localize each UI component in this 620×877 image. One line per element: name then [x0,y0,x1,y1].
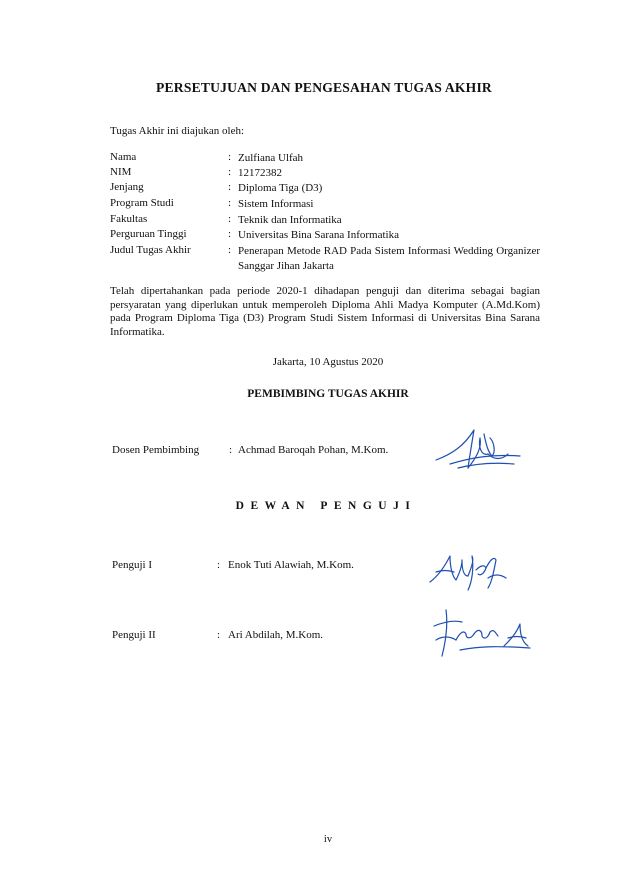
field-colon: : [228,197,232,209]
field-colon: : [228,151,232,163]
approval-paragraph: Telah dipertahankan pada periode 2020-1 dihadapan penguji dan diterima sebagai bagian persyaratan yang diperlukan untuk memperoleh Diploma Ahli Madya Komputer (A.Md.Kom) pada Program Diploma Tiga (D3) Program Studi Sistem Informasi di Universitas Bina Sarana Informatika. [110,285,540,338]
advisor-name: Achmad Baroqah Pohan, M.Kom. [238,444,389,456]
field-label: Judul Tugas Akhir [110,244,191,256]
examiners-heading: DEWAN PENGUJI [235,500,417,512]
field-colon: : [228,228,232,240]
date-line: Jakarta, 10 Agustus 2020 [272,356,384,368]
field-colon: : [228,244,232,256]
field-value: 12172382 [238,167,282,179]
field-colon: : [228,181,232,193]
page-number: iv [323,834,333,845]
examiner-label: Penguji II [112,629,156,641]
field-value: Penerapan Metode RAD Pada Sistem Informasi Wedding Organizer Sanggar Jihan Jakarta [238,245,540,272]
advisor-signature [430,424,526,474]
field-colon: : [228,166,232,178]
examiner-colon: : [217,559,221,571]
field-label: NIM [110,166,132,178]
field-label: Nama [110,151,137,163]
field-value: Diploma Tiga (D3) [238,182,323,194]
examiner-name: Ari Abdilah, M.Kom. [228,629,324,641]
field-value: Teknik dan Informatika [238,214,342,226]
field-value: Universitas Bina Sarana Informatika [238,229,399,241]
field-label: Perguruan Tinggi [110,228,187,240]
field-row-fakultas [110,213,540,228]
field-row-nim [110,166,540,181]
examiner-colon: : [217,629,221,641]
examiner-label: Penguji I [112,559,153,571]
field-label: Fakultas [110,213,148,225]
examiner-1-signature [428,548,512,594]
field-row-nama [110,151,540,166]
field-row-perguruan-tinggi [110,228,540,243]
field-label: Jenjang [110,181,144,193]
field-label: Program Studi [110,197,174,209]
advisor-colon: : [229,444,233,456]
advisor-heading: PEMBIMBING TUGAS AKHIR [247,388,409,400]
advisor-label: Dosen Pembimbing [112,444,200,456]
intro-text: Tugas Akhir ini diajukan oleh: [110,125,245,137]
examiner-name: Enok Tuti Alawiah, M.Kom. [228,559,354,571]
examiner-2-signature [430,606,536,662]
field-value: Zulfiana Ulfah [238,152,304,164]
field-value: Sistem Informasi [238,198,314,210]
field-row-program-studi [110,197,540,212]
field-row-judul [110,244,540,274]
field-row-jenjang [110,181,540,196]
field-colon: : [228,213,232,225]
page-title: PERSETUJUAN DAN PENGESAHAN TUGAS AKHIR [156,80,492,95]
